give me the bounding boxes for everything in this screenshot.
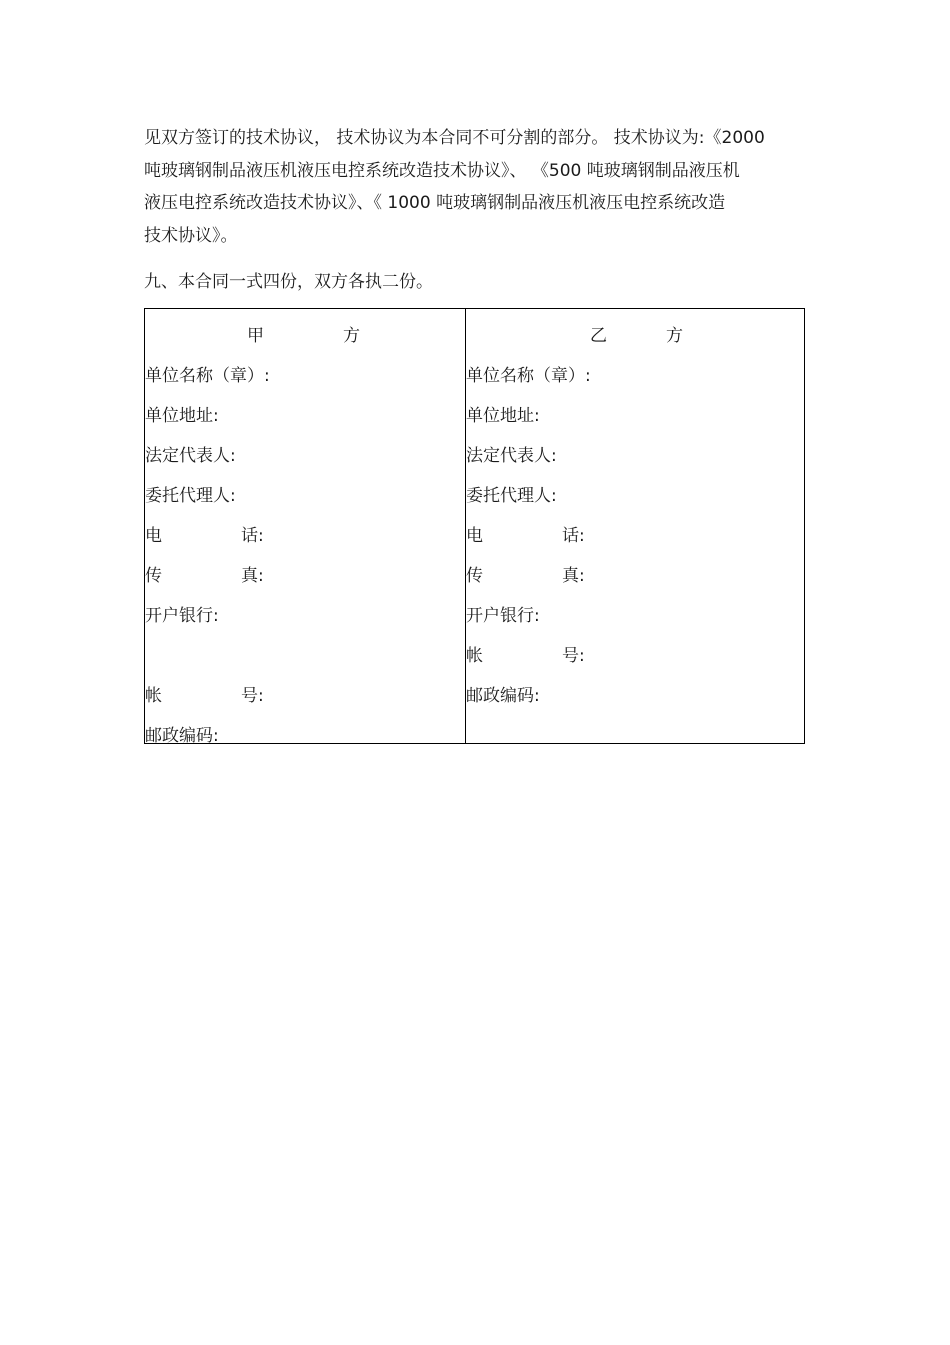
phone-label-char: 电 xyxy=(466,526,483,546)
phone-label-char: 话: xyxy=(241,526,264,546)
account-label-char: 帐 xyxy=(466,646,483,666)
party-b-phone-label xyxy=(466,522,786,550)
party-a-unit-name-label: 单位名称（章）: xyxy=(145,366,270,386)
party-b-address-label: 单位地址: xyxy=(466,406,540,426)
party-b-postcode-label: 邮政编码: xyxy=(466,686,540,706)
fax-label-char: 真: xyxy=(562,566,585,586)
party-a-phone-label xyxy=(145,522,465,550)
party-a-postcode-label: 邮政编码: xyxy=(145,726,219,746)
party-a-heading xyxy=(145,322,465,350)
account-label-char: 帐 xyxy=(145,686,162,706)
party-b-bank-label: 开户银行: xyxy=(466,606,540,626)
party-a-address-label: 单位地址: xyxy=(145,406,219,426)
account-label-char: 号: xyxy=(241,686,264,706)
phone-label-char: 话: xyxy=(562,526,585,546)
account-label-char: 号: xyxy=(562,646,585,666)
party-b-heading xyxy=(466,322,804,350)
paragraph-line: 液压电控系统改造技术协议》、《 1000 吨玻璃钢制品液压机液压电控系统改造 xyxy=(144,193,726,213)
contract-clause-9: 九、本合同一式四份，双方各执二份。 xyxy=(144,272,433,292)
party-b-agent-label: 委托代理人: xyxy=(466,486,557,506)
party-a-heading-char1: 甲 xyxy=(247,326,264,346)
party-a-column xyxy=(145,309,466,746)
party-b-heading-char2: 方 xyxy=(666,326,683,346)
party-a-fax-label xyxy=(145,562,465,590)
fax-label-char: 真: xyxy=(241,566,264,586)
party-b-unit-name-label: 单位名称（章）: xyxy=(466,366,591,386)
paragraph-line: 吨玻璃钢制品液压机液压电控系统改造技术协议》、 《500 吨玻璃钢制品液压机 xyxy=(144,160,740,181)
phone-label-char: 电 xyxy=(145,526,162,546)
paragraph-line: 技术协议》。 xyxy=(144,225,238,246)
party-a-bank-label: 开户银行: xyxy=(145,606,219,626)
contract-clause-8-text xyxy=(144,122,814,252)
party-b-legal-rep-label: 法定代表人: xyxy=(466,446,557,466)
signature-table xyxy=(144,308,805,744)
party-b-fax-label xyxy=(466,562,786,590)
fax-label-char: 传 xyxy=(466,566,483,586)
party-a-agent-label: 委托代理人: xyxy=(145,486,236,506)
party-b-heading-char1: 乙 xyxy=(590,326,607,346)
fax-label-char: 传 xyxy=(145,566,162,586)
paragraph-line: 见双方签订的技术协议， 技术协议为本合同不可分割的部分。 技术协议为:《2000 xyxy=(144,128,765,148)
party-b-column xyxy=(466,309,804,743)
party-a-account-label xyxy=(145,682,465,710)
party-a-legal-rep-label: 法定代表人: xyxy=(145,446,236,466)
party-b-account-label xyxy=(466,642,786,670)
party-a-heading-char2: 方 xyxy=(343,326,360,346)
